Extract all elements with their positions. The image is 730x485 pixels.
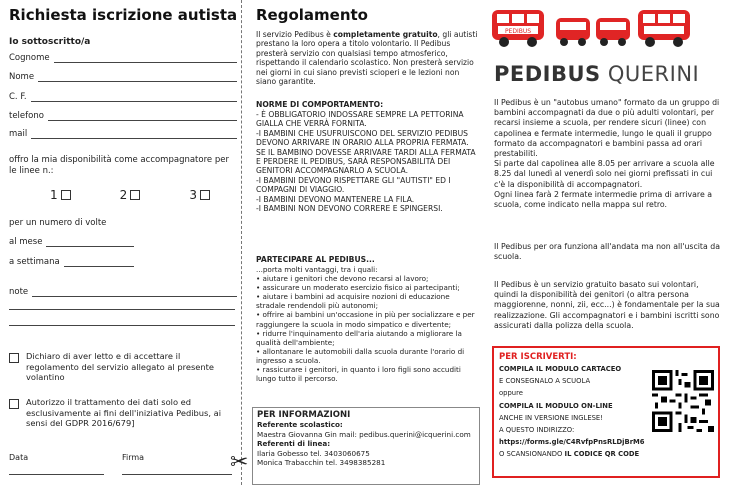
registration-box (492, 346, 720, 478)
bus-icon (556, 18, 590, 46)
surname-label: Cognome (9, 53, 50, 63)
line-referent-2: Monica Trabacchin tel. 3498385281 (257, 458, 386, 468)
line-referent-1: Ilaria Gobesso tel. 3403060675 (257, 448, 370, 458)
privacy-checkbox[interactable] (9, 399, 19, 409)
form-subtitle: Io sottoscritto/a (9, 37, 91, 47)
email-field[interactable] (9, 129, 237, 139)
signature-label: Firma (122, 453, 145, 462)
form-title: Richiesta iscrizione autista (9, 6, 238, 24)
per-month-field[interactable] (9, 237, 134, 247)
qr-code-icon[interactable] (652, 370, 714, 432)
pedibus-description: Il Pedibus è un "autobus umano" formato da un gruppo di bambini accompagnati da due o più adulti volontari, per recarsi insieme a scuola, per rendere sicuri (linee) con capolinea e fermate intermedie, lungo le quali il gruppo formato da accompagnatori e bambini passa ad orari prestabiliti. Si parte dal capolinea alle 8.05 per arrivare a scuola alle 8.25 dal lunedì al venerdì solo nei giorni prefissati in cui c'è la disponibilità di accompagnatori. Ogni linea farà 2 fermate intermedie prima di arrivare a scuola, come indicato nella mappa sul retro. (494, 98, 720, 210)
times-label: per un numero di volte (9, 218, 107, 228)
pedibus-info-column (490, 0, 730, 485)
email-label: mail (9, 129, 28, 139)
line-1-option[interactable]: 1 (50, 188, 71, 202)
notes-label: note (9, 287, 29, 297)
info-box (252, 407, 480, 485)
line-2-option[interactable]: 2 (120, 188, 141, 202)
registration-online: COMPILA IL MODULO ON-LINE (499, 401, 613, 410)
line-checkboxes (50, 188, 210, 202)
regulation-checkbox[interactable] (9, 353, 19, 363)
registration-english: ANCHE IN VERSIONE INGLESE! (499, 413, 603, 422)
pedibus-volunteer-note: Il Pedibus è un servizio gratuito basato sui volontari, quindi la disponibilità dei genitori (o altra persona maggiorenne, nonni, zii, ecc...) è fondamentale per la sua realizzazione. Gli accompagnatori e i bambini iscritti sono assicurati dalla polizza della scuola. (494, 280, 720, 330)
bus-sign: PEDIBUS (504, 28, 532, 35)
registration-link[interactable]: https://forms.gle/C4RvfpPnsRLDjBrM6 (499, 438, 645, 447)
surname-field[interactable] (9, 53, 237, 63)
bus-icon (492, 10, 544, 47)
rules-text: - È OBBLIGATORIO INDOSSARE SEMPRE LA PETTORINA GIALLA CHE VERRÀ FORNITA. -I BAMBINI CHE USUFRUISCONO DEL SERVIZIO PEDIBUS DEVONO ARRIVARE IN ORARIO ALLA PROPRIA FERMATA. SE IL BAMBINO DOVESSE ARRIVARE TARDI ALLA FERMATA E PERDERE IL PEDIBUS, SARÀ RESPONSABILITÀ DEI GENITORI ACCOMPAGNARLO A SCUOLA. -I BAMBINI DEVONO RISPETTARE GLI "AUTISTI" ED I COMPAGNI DI VIAGGIO. -I BAMBINI DEVONO MANTENERE LA FILA. -I BAMBINI NON DEVONO CORRERE E SPINGERSI. (256, 110, 476, 214)
school-referent-label: Referente scolastico: (257, 420, 343, 430)
per-week-field[interactable] (9, 257, 134, 267)
regulation-intro: Il servizio Pedibus è completamente gratuito, gli autisti prestano la loro opera a titolo volontario. Il Pedibus presterà servizio con qualsiasi tempo atmosferico, rispettando il calendario scolastico. Non presterà servizio nei giorni in cui siano previsti scioperi e le lezioni non siano garantite. (256, 30, 478, 87)
signature-line[interactable] (122, 474, 232, 475)
school-referent: Maestra Giovanna Gin mail: pedibus.querini@icquerini.com (257, 429, 471, 439)
name-field[interactable] (9, 72, 237, 82)
request-form (0, 0, 240, 485)
line-3-checkbox[interactable] (200, 190, 210, 200)
participate-heading: PARTECIPARE AL PEDIBUS... (256, 255, 375, 264)
line-1-checkbox[interactable] (61, 190, 71, 200)
date-line[interactable] (9, 474, 104, 475)
phone-field[interactable] (9, 111, 237, 121)
regulation-title: Regolamento (256, 6, 368, 24)
registration-step-2: E CONSEGNALO A SCUOLA (499, 377, 591, 386)
availability-text: offro la mia disponibilità come accompagnatore per le linee n.: (9, 155, 229, 176)
privacy-declaration: Autorizzo il trattamento dei dati solo ed esclusivamente ai fini dell'iniziativa Pedibus, ai sensi del GDPR 2016/679] (26, 397, 222, 428)
notes-line-2[interactable] (9, 309, 235, 310)
regulation-declaration: Dichiaro di aver letto e di accettare il regolamento del servizio allegato al presente volantino (26, 351, 215, 382)
participate-text: ...porta molti vantaggi, tra i quali: • aiutare i genitori che devono recarsi al lavoro; • assicurare un moderato esercizio fisico ai partecipanti; • aiutare i bambini ad acquisire nozioni di educazione stradale rendendoli più autonomi; • offrire ai bambini un'occasione in più per socializzare e per raggiungere la scuola in modo simpatico e divertente; • ridurre l'inquinamento dell'aria aiutando a migliorare la qualità dell'ambiente; • allontanare le automobili dalla scuola durante l'orario di ingresso a scuola. • rassicurare i genitori, in quanto i loro figli sono accuditi lungo tutto il percorso. (256, 265, 475, 384)
per-week-label: a settimana (9, 257, 60, 267)
registration-heading: PER ISCRIVERTI: (499, 352, 577, 362)
registration-or: oppure (499, 389, 523, 398)
registration-step-1: COMPILA IL MODULO CARTACEO (499, 365, 622, 373)
rules-heading: NORME DI COMPORTAMENTO: (256, 100, 384, 109)
tax-code-label: C. F. (9, 92, 27, 102)
line-2-checkbox[interactable] (130, 190, 140, 200)
info-heading: PER INFORMAZIONI (257, 410, 351, 420)
registration-qr-text: O SCANSIONANDO IL CODICE QR CODE (499, 450, 640, 459)
bus-icon (596, 18, 630, 46)
per-month-label: al mese (9, 237, 43, 247)
registration-address-label: A QUESTO INDIRIZZO: (499, 426, 575, 435)
pedibus-querini-logo: PEDIBUS QUERINI (494, 62, 700, 86)
notes-line-3[interactable] (9, 325, 235, 326)
regulation-column (246, 0, 482, 485)
tax-code-field[interactable] (9, 92, 237, 102)
pedibus-schedule-note: Il Pedibus per ora funziona all'andata ma non all'uscita da scuola. (494, 242, 720, 262)
cut-line (241, 0, 245, 485)
scissors-icon: ✂ (230, 450, 249, 475)
phone-label: telefono (9, 111, 44, 121)
notes-field[interactable] (9, 287, 237, 297)
name-label: Nome (9, 72, 35, 82)
line-3-option[interactable]: 3 (189, 188, 210, 202)
pedibus-bus-illustration (490, 6, 700, 50)
bus-icon (638, 10, 690, 47)
line-referents-label: Referenti di linea: (257, 439, 331, 449)
date-label: Data (9, 453, 29, 462)
